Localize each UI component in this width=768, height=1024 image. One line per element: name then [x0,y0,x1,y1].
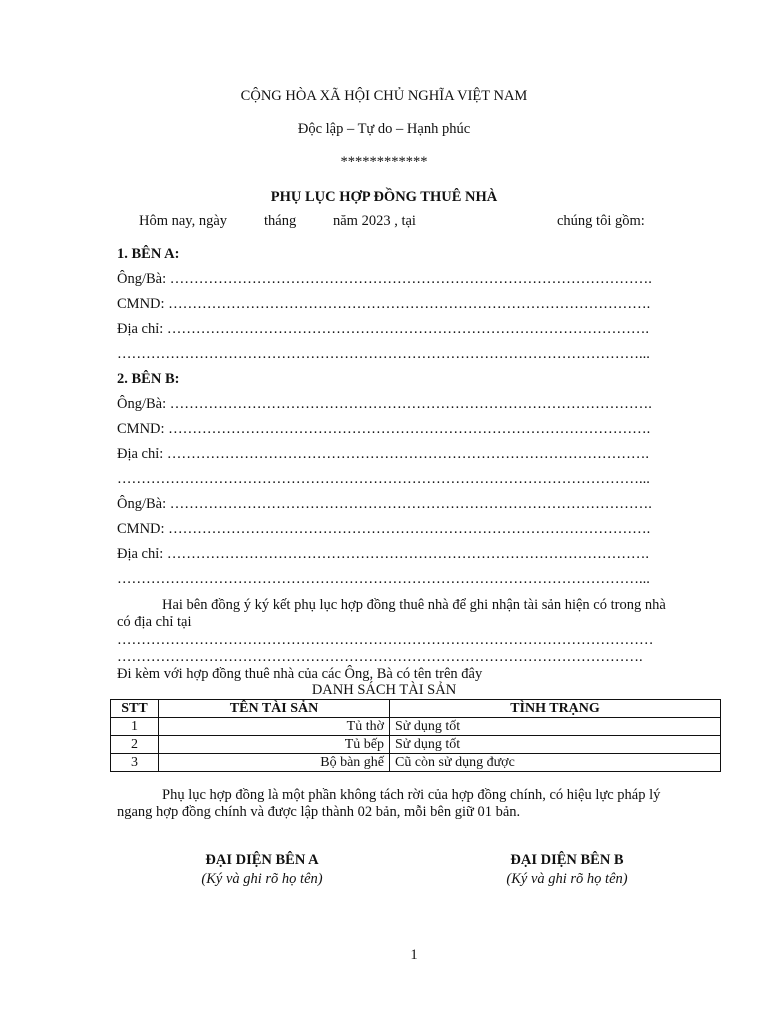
closing-line-1: Phụ lục hợp đồng là một phần không tách rời của hợp đồng chính, có hiệu lực pháp lý [162,787,661,803]
column-header-status: TÌNH TRẠNG [390,700,721,718]
agreement-line-1: Hai bên đồng ý ký kết phụ lục hợp đồng thuê nhà để ghi nhận tài sản hiện có trong nhà [162,597,666,613]
cell-asset-name: Tủ bếp [159,736,390,754]
party-a-id: CMND: ………………………………………………………………………………………. [117,296,651,312]
party-a-name: Ông/Bà: ………………………………………………………………………………………. [117,271,652,287]
agreement-attached: Đi kèm với hợp đồng thuê nhà của các Ông, Bà có tên trên đây [117,666,483,682]
party-a-heading: 1. BÊN A: [117,246,180,262]
table-row [111,754,721,772]
party-b-id: CMND: ………………………………………………………………………………………. [117,421,651,437]
party-a-address: Địa chỉ: ………………………………………………………………………………………. [117,321,650,337]
agreement-line-2: có địa chỉ tại [117,614,192,630]
signature-b-title: ĐẠI DIỆN BÊN B [510,852,624,868]
table-row [111,718,721,736]
cell-status: Cũ còn sử dụng được [390,754,721,772]
country-header: CỘNG HÒA XÃ HỘI CHỦ NGHĨA VIỆT NAM [240,88,528,104]
cell-stt: 3 [111,754,159,772]
agreement-dots-2: ………………………………………………………………………………………………. [117,649,643,665]
intro-year: năm 2023 , tại [333,213,416,229]
party-b-address-2: Địa chỉ: ………………………………………………………………………………………. [117,546,650,562]
asset-list-title: DANH SÁCH TÀI SẢN [311,682,457,698]
party-a-address-cont: ………………………………………………………………………………………………... [117,346,650,362]
closing-line-2: ngang hợp đồng chính và được lập thành 02 bản, mỗi bên giữ 01 bản. [117,804,521,820]
cell-stt: 2 [111,736,159,754]
asset-table [110,699,721,772]
table-header-row [111,700,721,718]
party-b-address-2-cont: ………………………………………………………………………………………………... [117,571,650,587]
national-motto: Độc lập – Tự do – Hạnh phúc [297,121,471,137]
party-b-address: Địa chỉ: ………………………………………………………………………………………. [117,446,650,462]
party-b-name: Ông/Bà: ………………………………………………………………………………………. [117,396,652,412]
intro-today: Hôm nay, ngày [139,213,228,229]
column-header-asset-name: TÊN TÀI SẢN [159,700,390,718]
signature-b-note: (Ký và ghi rõ họ tên) [506,871,628,887]
party-b-heading: 2. BÊN B: [117,371,180,387]
party-b-id-2: CMND: ………………………………………………………………………………………. [117,521,651,537]
cell-asset-name: Tủ thờ [159,718,390,736]
header-stars: ************ [340,154,428,170]
document-title: PHỤ LỤC HỢP ĐỒNG THUÊ NHÀ [270,189,498,205]
cell-stt: 1 [111,718,159,736]
intro-month: tháng [264,213,297,229]
table-row [111,736,721,754]
column-header-stt: STT [111,700,159,718]
party-b-name-2: Ông/Bà: ………………………………………………………………………………………. [117,496,652,512]
intro-we: chúng tôi gồm: [557,213,645,229]
party-b-address-cont: ………………………………………………………………………………………………... [117,471,650,487]
cell-status: Sử dụng tốt [390,736,721,754]
signature-a-title: ĐẠI DIỆN BÊN A [205,852,319,868]
agreement-dots-1: ………………………………………………………………………………………………… [117,632,654,648]
cell-status: Sử dụng tốt [390,718,721,736]
cell-asset-name: Bộ bàn ghế [159,754,390,772]
signature-a-note: (Ký và ghi rõ họ tên) [201,871,323,887]
page-number: 1 [410,947,418,963]
